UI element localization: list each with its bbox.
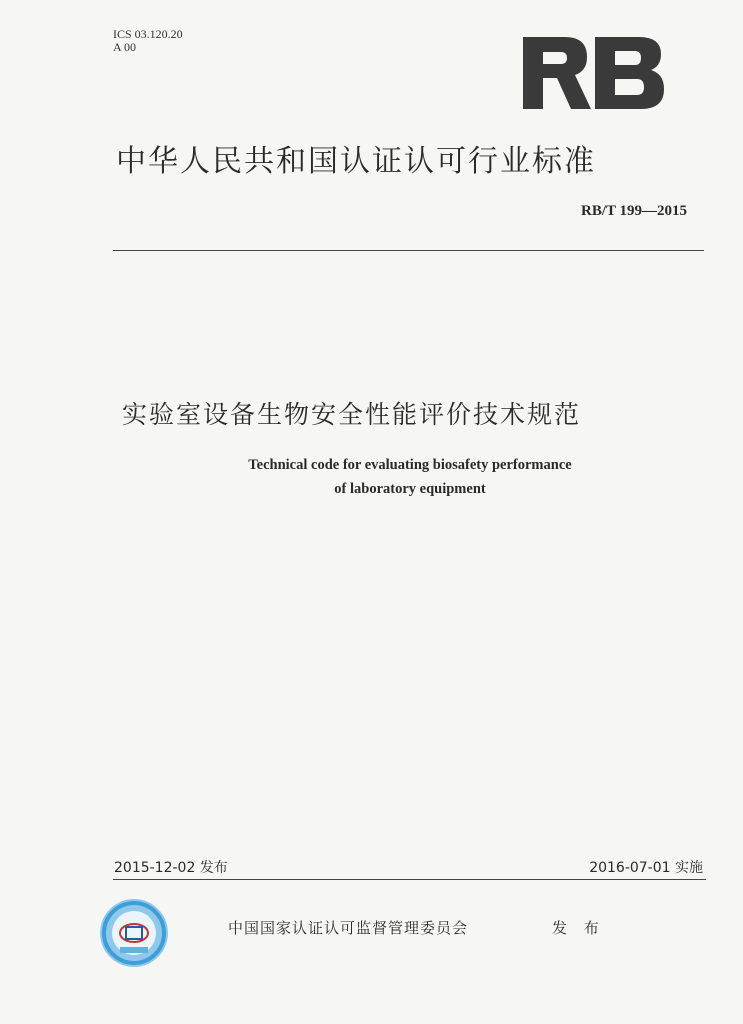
- title-en-line-1: Technical code for evaluating biosafety performance: [248, 457, 572, 473]
- ics-code: ICS 03.120.20: [113, 27, 183, 41]
- standard-category-title: 中华人民共和国认证认可行业标准: [116, 144, 596, 179]
- anti-counterfeit-seal-icon: [98, 897, 170, 969]
- standard-number: RB/T 199—2015: [581, 203, 687, 219]
- document-title-cn: 实验室设备生物安全性能评价技术规范: [122, 400, 582, 429]
- publish-date: 2015-12-02 发布: [114, 860, 228, 876]
- issuing-authority: 中国国家认证认可监督管理委员会: [228, 919, 469, 937]
- rb-logo: [521, 37, 664, 109]
- title-en-line-2: of laboratory equipment: [334, 481, 486, 497]
- top-divider: [113, 250, 704, 251]
- effective-date: 2016-07-01 实施: [589, 860, 703, 876]
- classification-codes: [113, 28, 183, 54]
- issue-label: 发 布: [552, 919, 605, 937]
- class-code: A 00: [113, 40, 137, 54]
- document-title-en: [200, 453, 620, 501]
- bottom-divider: [113, 879, 706, 880]
